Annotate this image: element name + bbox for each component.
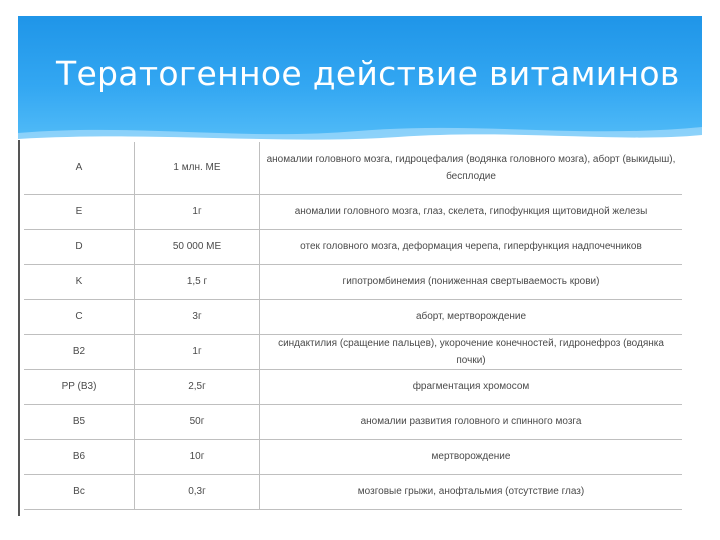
table-row <box>24 439 682 474</box>
vitamin-cell: A <box>24 142 135 194</box>
effect-cell: мозговые грыжи, анофтальмия (отсутствие глаз) <box>260 474 683 509</box>
dose-cell: 50г <box>135 404 260 439</box>
table-row <box>24 404 682 439</box>
table-left-border <box>18 140 20 516</box>
vitamin-cell: C <box>24 299 135 334</box>
effect-cell: отек головного мозга, деформация черепа, гиперфункция надпочечников <box>260 229 683 264</box>
dose-cell: 10г <box>135 439 260 474</box>
dose-cell: 1,5 г <box>135 264 260 299</box>
vitamin-cell: B5 <box>24 404 135 439</box>
vitamin-cell: Bc <box>24 474 135 509</box>
slide-title: Тератогенное действие витаминов <box>56 54 680 93</box>
vitamin-cell: PP (B3) <box>24 369 135 404</box>
effect-cell: аномалии головного мозга, глаз, скелета, гипофункция щитовидной железы <box>260 194 683 229</box>
vitamin-cell: E <box>24 194 135 229</box>
table-row <box>24 264 682 299</box>
dose-cell: 2,5г <box>135 369 260 404</box>
vitamin-cell: D <box>24 229 135 264</box>
effect-cell: синдактилия (сращение пальцев), укорочение конечностей, гидронефроз (водянка почки) <box>260 334 683 369</box>
table-row <box>24 474 682 509</box>
effect-cell: фрагментация хромосом <box>260 369 683 404</box>
dose-cell: 0,3г <box>135 474 260 509</box>
title-banner <box>18 16 702 144</box>
dose-cell: 1г <box>135 194 260 229</box>
dose-cell: 1 млн. МЕ <box>135 142 260 194</box>
table-row <box>24 334 682 369</box>
vitamin-cell: K <box>24 264 135 299</box>
dose-cell: 50 000 МЕ <box>135 229 260 264</box>
dose-cell: 1г <box>135 334 260 369</box>
table-row <box>24 369 682 404</box>
table-row <box>24 142 682 194</box>
table-row <box>24 194 682 229</box>
effect-cell: аномалии развития головного и спинного мозга <box>260 404 683 439</box>
vitamin-cell: B6 <box>24 439 135 474</box>
vitamin-cell: B2 <box>24 334 135 369</box>
effect-cell: мертворождение <box>260 439 683 474</box>
effect-cell: гипотромбинемия (пониженная свертываемость крови) <box>260 264 683 299</box>
table-row <box>24 229 682 264</box>
effect-cell: аномалии головного мозга, гидроцефалия (водянка головного мозга), аборт (выкидыш), бесплодие <box>260 142 683 194</box>
effect-cell: аборт, мертворождение <box>260 299 683 334</box>
banner-wave-decoration <box>18 119 702 144</box>
table-row <box>24 299 682 334</box>
vitamin-teratogenic-table <box>24 142 682 510</box>
dose-cell: 3г <box>135 299 260 334</box>
